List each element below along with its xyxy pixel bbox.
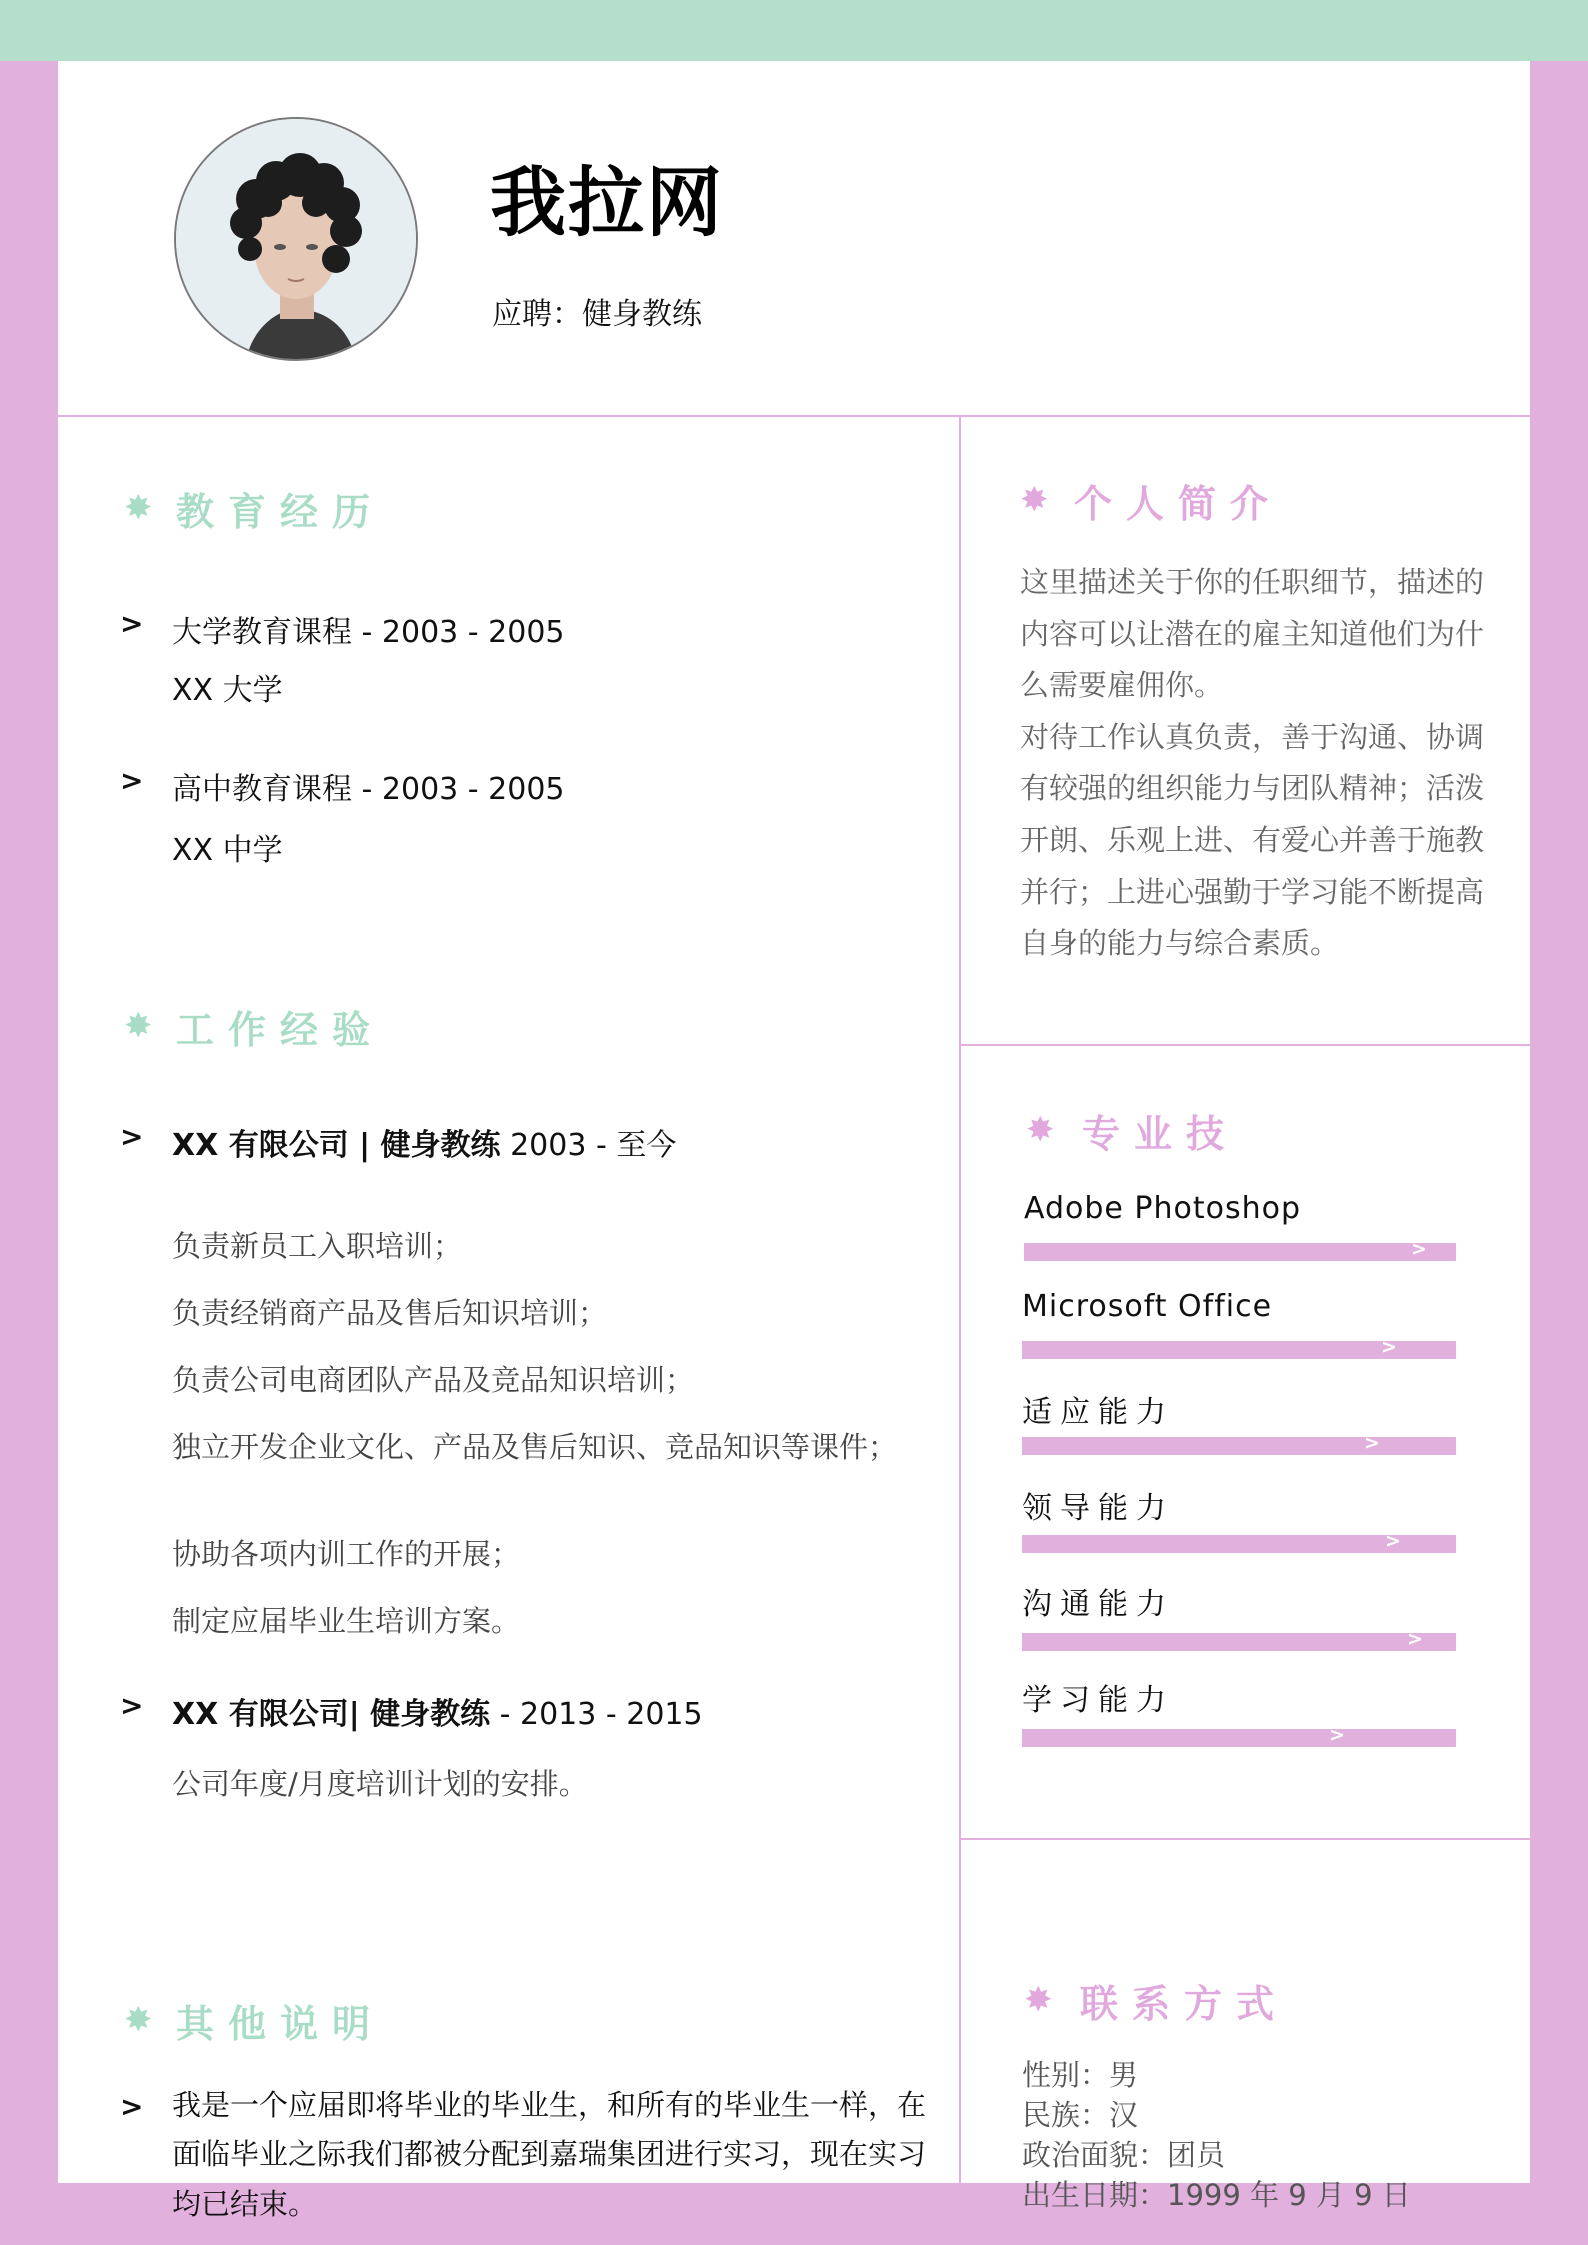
chevron-right-icon: >: [1411, 1238, 1427, 1260]
job-1-duty-2: 负责经销商产品及售后知识培训；: [172, 1296, 608, 1330]
applied-position: 应聘：健身教练: [492, 297, 702, 332]
chevron-right-icon: >: [120, 607, 144, 640]
intro-paragraph-1: 这里描述关于你的任职细节，描述的内容可以让潜在的雇主知道他们为什么需要雇佣你。: [1020, 565, 1485, 703]
work-title: 工作经验: [176, 1008, 385, 1052]
skill-bar: [1022, 1432, 1456, 1455]
education-school-2: XX 中学: [172, 833, 283, 868]
avatar: [174, 117, 418, 361]
top-accent-bar: [0, 0, 1588, 61]
contact-gender: 性别：男: [1022, 2058, 1139, 2092]
chevron-right-icon: >: [1329, 1724, 1345, 1746]
intro-text: [1020, 557, 1504, 970]
job-1-duty-3: 负责公司电商团队产品及竞品知识培训；: [172, 1363, 695, 1397]
job-1-duty-4: 独立开发企业文化、产品及售后知识、竞品知识等课件；: [172, 1430, 898, 1464]
education-entry-2: 高中教育课程 - 2003 - 2005: [172, 772, 565, 807]
skill-bar: [1022, 1530, 1456, 1553]
asterisk-icon: ✸: [1026, 1110, 1055, 1150]
skills-title: 专业技: [1082, 1112, 1239, 1156]
contact-title: 联系方式: [1080, 1982, 1289, 2026]
asterisk-icon: ✸: [124, 2000, 153, 2040]
intro-title: 个人简介: [1074, 482, 1283, 526]
skill-bar: [1024, 1238, 1456, 1261]
asterisk-icon: ✸: [1020, 480, 1049, 520]
column-divider: [959, 415, 961, 2183]
chevron-right-icon: >: [1385, 1530, 1401, 1552]
job-1-duty-5: 协助各项内训工作的开展；: [172, 1537, 521, 1571]
chevron-right-icon: >: [1381, 1336, 1397, 1358]
skill-bar: [1022, 1336, 1456, 1359]
asterisk-icon: ✸: [124, 1006, 153, 1046]
chevron-right-icon: >: [120, 2090, 144, 2123]
education-entry-1: 大学教育课程 - 2003 - 2005: [172, 615, 565, 650]
education-title: 教育经历: [176, 490, 385, 534]
right-divider-1: [961, 1044, 1530, 1046]
asterisk-icon: ✸: [124, 488, 153, 528]
job-1-duty-1: 负责新员工入职培训；: [172, 1229, 463, 1263]
job-1-heading: XX 有限公司 | 健身教练 2003 - 至今: [172, 1128, 677, 1163]
intro-paragraph-2: 对待工作认真负责，善于沟通、协调有较强的组织能力与团队精神；活泼开朗、乐观上进、有爱心并善于施教并行；上进心强勤于学习能不断提高自身的能力与综合素质。: [1020, 719, 1485, 961]
contact-birth: 出生日期：1999 年 9 月 9 日: [1022, 2178, 1411, 2212]
chevron-right-icon: >: [120, 1689, 144, 1722]
portrait-image: [176, 119, 416, 359]
skill-label: Adobe Photoshop: [1024, 1191, 1302, 1226]
job-2-duty-1: 公司年度/月度培训计划的安排。: [172, 1767, 588, 1801]
chevron-right-icon: >: [1364, 1432, 1380, 1454]
skill-label: 适应能力: [1022, 1395, 1174, 1430]
contact-ethnicity: 民族：汉: [1022, 2098, 1139, 2132]
job-2-heading: XX 有限公司| 健身教练 - 2013 - 2015: [172, 1697, 703, 1732]
skill-bar: [1022, 1724, 1456, 1747]
skill-label: 沟通能力: [1022, 1587, 1174, 1622]
header-divider: [58, 415, 1530, 417]
job-1-duty-6: 制定应届毕业生培训方案。: [172, 1604, 521, 1638]
other-text: 我是一个应届即将毕业的毕业生，和所有的毕业生一样，在面临毕业之际我们都被分配到嘉瑞集团进行实习，现在实习均已结束。: [172, 2088, 927, 2221]
education-school-1: XX 大学: [172, 673, 283, 708]
skill-label: 领导能力: [1022, 1491, 1174, 1526]
right-divider-2: [961, 1838, 1530, 1840]
skill-label: Microsoft Office: [1022, 1289, 1273, 1324]
other-title: 其他说明: [176, 2002, 385, 2046]
resume-sheet: [58, 61, 1530, 2221]
candidate-name: 我拉网: [490, 158, 724, 247]
contact-political: 政治面貌：团员: [1022, 2138, 1226, 2172]
asterisk-icon: ✸: [1024, 1980, 1053, 2020]
chevron-right-icon: >: [120, 1120, 144, 1153]
chevron-right-icon: >: [120, 764, 144, 797]
resume-header: [58, 61, 1530, 415]
chevron-right-icon: >: [1407, 1628, 1423, 1650]
skill-label: 学习能力: [1022, 1683, 1174, 1718]
skill-bar: [1022, 1628, 1456, 1651]
